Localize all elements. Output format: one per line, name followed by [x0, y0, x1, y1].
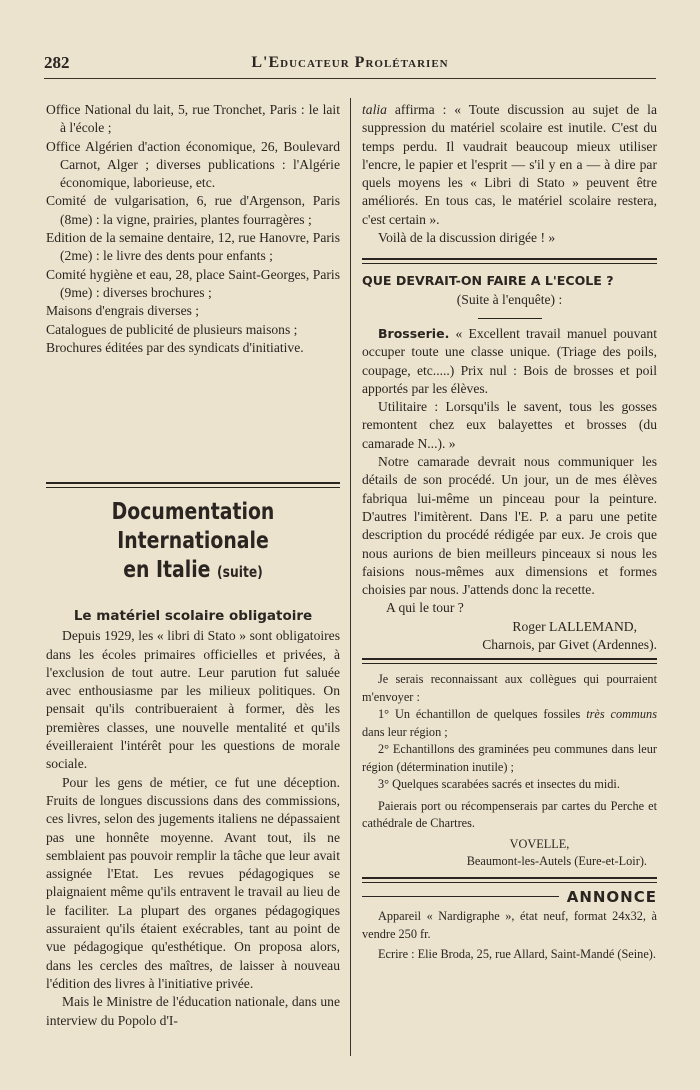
list-item: Maisons d'engrais diverses ; [46, 303, 200, 319]
article-continuation: talia affirma : « Toute discussion au sujet de la suppression du matériel scolaire est inutile. C'est du temps perdu. Il vaudrait beaucoup mieux utiliser l'encre, le papier et l'esprit — s'il y en a — à dire par quels moyens les « Libri di Stato » peuvent être améliorés. En tous cas, le matériel scolaire restera, c'est certain ». [362, 102, 657, 227]
annonce-contact: Ecrire : Elie Broda, 25, rue Allard, Saint-Mandé (Seine). [378, 947, 656, 962]
request-item: 3° Quelques scarabées sacrés et insectes du midi. [378, 777, 620, 792]
request-notice [362, 671, 657, 871]
article-paragraph: Pour les gens de métier, ce fut une déception. Fruits de longues discussions dans des commissions, ces livres, selon des jugements italiens ne dépassaient pas une honnête moyenne. Avant tout, ils ne semblaient pas pouvoir remplir la tâche que leur avait assignée l'Etat. Les revues pédagogiques se plaignaient même qu'ils entravent le travail au lieu de le faciliter. La plupart des organes pédagogiques assuraient qu'ils étaient exécrables, tant au point de vue pédagogique qu'esthétique. On proposa alors, dans les cercles des maîtres, de laisser à nouveau l'édition des livres à l'initiative privée. [46, 774, 340, 991]
request-place: Beaumont-les-Autels (Eure-et-Loir). [466, 854, 647, 869]
annonce-title: ANNONCE [566, 887, 657, 906]
page-header [44, 53, 656, 77]
utilitaire-paragraph: Utilitaire : Lorsqu'ils le savent, tous les gosses remontent chez eux balayettes et brosses (du camarade N...). » [362, 399, 657, 451]
commentary-paragraph: Notre camarade devrait nous communiquer les détails de son procédé. Un jour, un de mes élèves fabriqua lui-même un pinceau pour la peinture. D'autres l'imitèrent. Dans l'E. P. a paru une petite description du procédé rédigée par eux. Je crois que nous aurions de bien meilleurs pinceaux si nous les faisions nous-mêmes aux dimensions et formes choisies par nous. J'attends donc la recette. [362, 454, 657, 598]
signature-place: Charnois, par Givet (Ardennes). [482, 637, 657, 653]
article-subhead: Le matériel scolaire obligatoire [73, 608, 313, 624]
request-item: 1° Un échantillon de quelques fossiles très communs dans leur région ; [362, 707, 657, 739]
annonce-body [362, 908, 657, 964]
brosserie-paragraph: Brosserie. « Excellent travail manuel pouvant occuper toute une classe unique. (Triage des poils, coupage, etc.....) Prix nul : Bois de brosses et poil apportés par les élèves. [362, 325, 657, 396]
column-divider [350, 98, 351, 1056]
request-item: 2° Echantillons des graminées peu communes dans leur région (détermination inutile) ; [362, 742, 657, 774]
list-item: Comité hygiène et eau, 28, place Saint-Georges, Paris (9me) : diverses brochures ; [46, 266, 340, 300]
request-intro: Je serais reconnaissant aux collègues qui pourraient m'envoyer : [362, 672, 657, 704]
article-paragraph: Mais le Ministre de l'éducation nationale, dans une interview du Popolo d'I- [46, 994, 340, 1028]
survey-subtitle: (Suite à l'enquête) : [456, 291, 563, 307]
survey-title: QUE DEVRAIT-ON FAIRE A L'ECOLE ? [362, 273, 614, 289]
header-rule [44, 78, 656, 79]
list-item: Brochures éditées par des syndicats d'initiative. [46, 339, 304, 355]
signature-name: Roger LALLEMAND, [512, 618, 637, 634]
article-title: Documentation Internationale [111, 499, 275, 554]
annonce-rule [362, 896, 559, 897]
list-item: Catalogues de publicité de plusieurs maisons ; [46, 321, 298, 337]
running-title: L'Educateur Prolétarien [251, 54, 449, 71]
short-rule [478, 318, 542, 319]
list-item: Office Algérien d'action économique, 26, Boulevard Carnot, Alger ; diverses publications : l'Algérie économique, laborieuse, etc. [46, 138, 340, 191]
request-payment: Paierais port ou récompenserais par cartes du Perche et cathédrale de Chartres. [362, 798, 657, 831]
article-title-line2: en Italie (suite) [123, 557, 263, 583]
article-paragraph: Depuis 1929, les « libri di Stato » sont obligatoires dans les écoles primaires officielles et privées, à l'exclusion de tout autre. Leur parution fut saluée avec enthousiasme par les milieux politiques. On pensait qu'ils contribueraient à former, dès les premières classes, une nouvelle mentalité et qu'ils éveilleraient l'intérêt pour les questions de morale sociale. [46, 628, 340, 772]
page-number: 282 [44, 53, 70, 72]
right-column [362, 101, 657, 964]
list-item: Office National du lait, 5, rue Tronchet, Paris : le lait à l'école ; [46, 102, 340, 136]
article-closing: Voilà de la discussion dirigée ! » [378, 230, 556, 246]
left-column [46, 101, 340, 1030]
list-item: Edition de la semaine dentaire, 12, rue Hanovre, Paris (2me) : le livre des dents pour enfants ; [46, 230, 340, 264]
request-name: VOVELLE, [509, 836, 570, 851]
address-list [46, 101, 340, 476]
annonce-header [362, 888, 657, 906]
question-line: A qui le tour ? [386, 600, 464, 616]
annonce-text: Appareil « Nardigraphe », état neuf, format 24x32, à vendre 250 fr. [362, 909, 657, 941]
list-item: Comité de vulgarisation, 6, rue d'Argenson, Paris (8me) : la vigne, prairies, plantes fourragères ; [46, 193, 340, 227]
